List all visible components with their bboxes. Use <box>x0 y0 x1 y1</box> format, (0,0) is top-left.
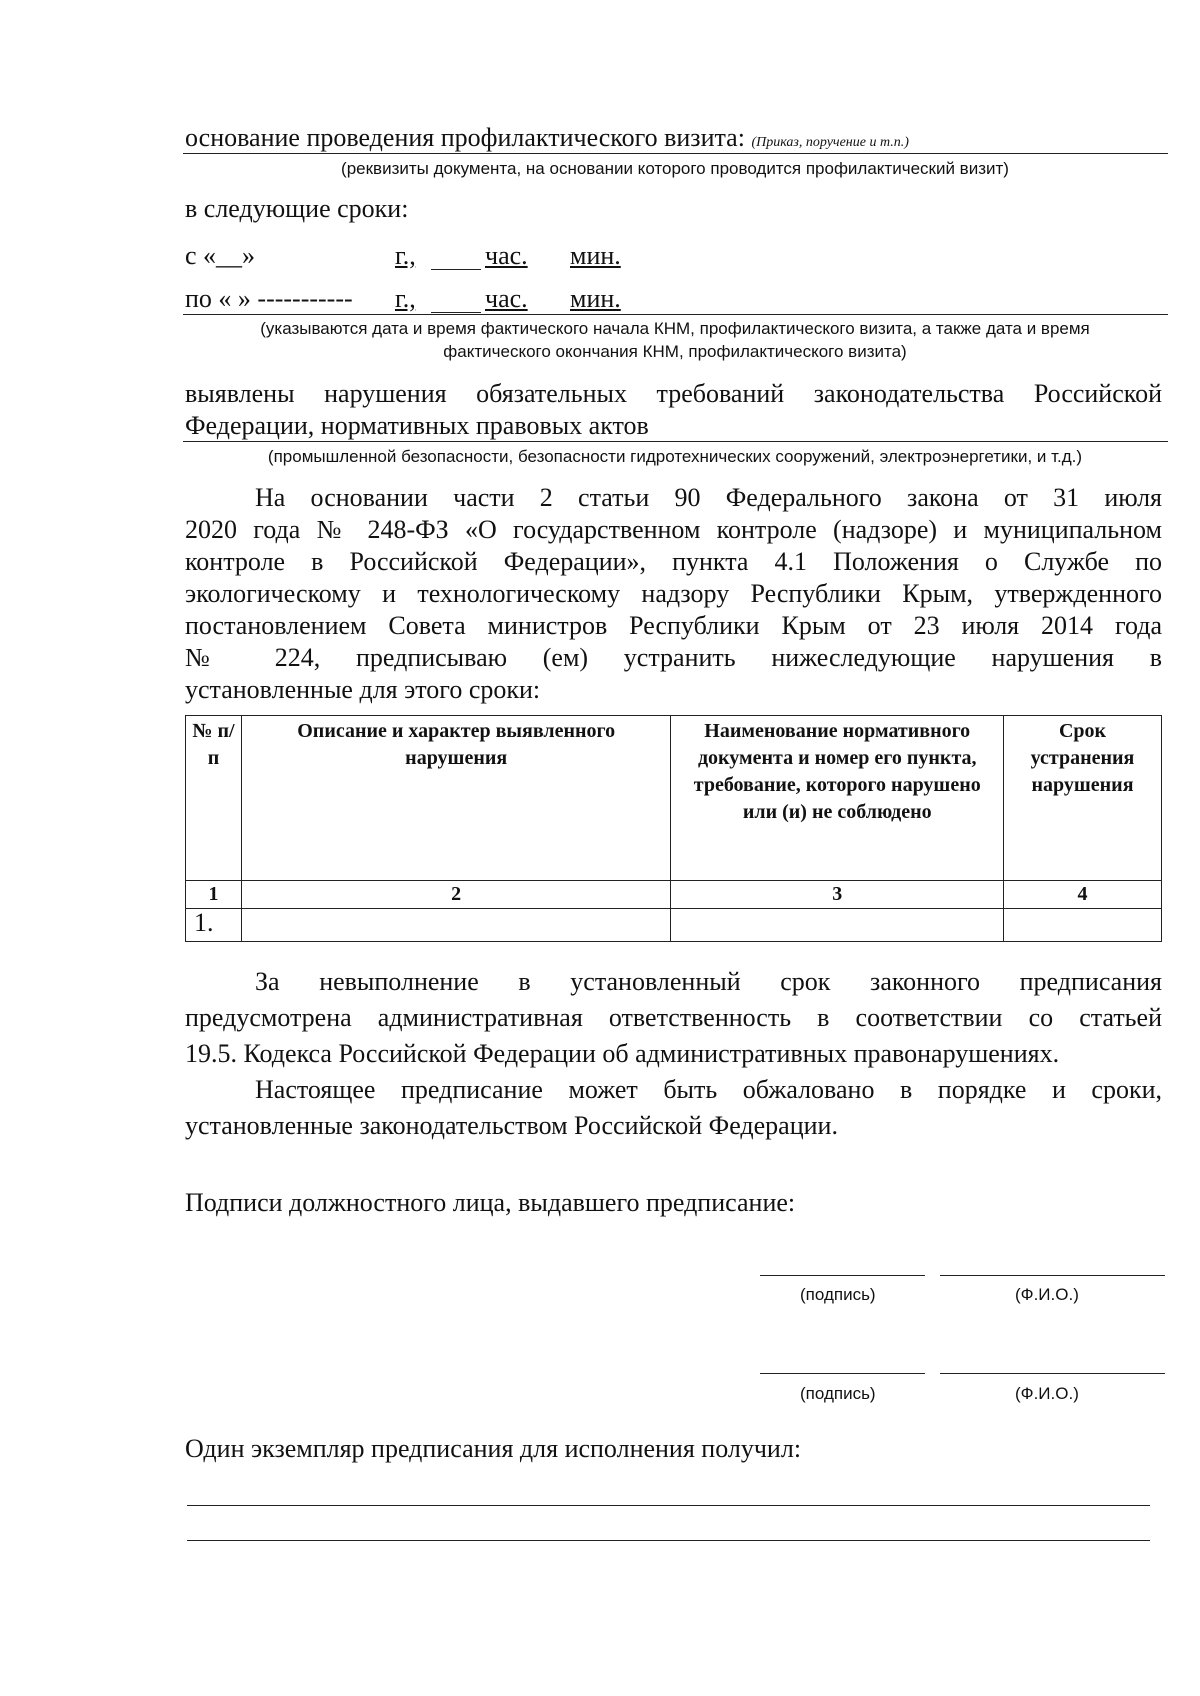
name-caption-2: (Ф.И.О.) <box>1015 1384 1079 1403</box>
row-number: 1. <box>186 909 242 942</box>
terms-from-row <box>185 240 885 272</box>
received-line-2 <box>187 1540 1150 1541</box>
basis-hint: (Приказ, поручение и т.п.) <box>751 135 909 150</box>
terms-caption-2: фактического окончания КНМ, профилактического визита) <box>443 342 907 361</box>
violations-caption: (промышленной безопасности, безопасности гидротехнических сооружений, электроэнергетики, и т.д.) <box>267 447 1083 466</box>
row-normative-doc <box>671 909 1004 942</box>
legal-line-6: № 224, предписываю (ем) устранить нижеследующие нарушения в <box>185 643 1162 672</box>
terms-underline <box>183 314 1168 315</box>
terms-caption-1: (указываются дата и время фактического начала КНМ, профилактического визита, а также дата и время <box>260 319 1090 338</box>
legal-line-7: установленные для этого сроки: <box>185 675 541 704</box>
name-line-2 <box>940 1373 1165 1374</box>
numbering-cell: 2 <box>241 881 670 909</box>
received-line-1 <box>187 1505 1150 1506</box>
numbering-cell: 4 <box>1004 881 1162 909</box>
terms-from-label: с «__» <box>185 241 256 270</box>
violations-line-1: выявлены нарушения обязательных требований законодательства Российской <box>185 379 1162 408</box>
row-deadline <box>1004 909 1162 942</box>
name-line-1 <box>940 1275 1165 1276</box>
signatures-title: Подписи должностного лица, выдавшего предписание: <box>185 1188 796 1217</box>
violations-table <box>185 715 1162 942</box>
signature-line-2 <box>760 1373 925 1374</box>
basis-label: основание проведения профилактического визита: <box>185 123 745 152</box>
numbering-cell: 3 <box>671 881 1004 909</box>
table-row <box>186 909 1162 942</box>
legal-line-3: контроле в Российской Федерации», пункта 4.1 Положения о Службе по <box>185 547 1162 576</box>
terms-to-hour: час. <box>485 284 528 313</box>
terms-to-year: г., <box>395 284 416 313</box>
appeal-line-2: установленные законодательством Российской Федерации. <box>185 1111 838 1140</box>
liability-line-2: предусмотрена административная ответственность в соответствии со статьей <box>185 1003 1162 1032</box>
basis-caption: (реквизиты документа, на основании которого проводится профилактический визит) <box>341 159 1009 178</box>
header-normative-doc: Наименование нормативного документа и номер его пункта, требование, которого нарушено или (и) не соблюдено <box>671 716 1004 881</box>
terms-from-blank <box>431 269 481 270</box>
header-description: Описание и характер выявленного нарушения <box>241 716 670 881</box>
numbering-cell: 1 <box>186 881 242 909</box>
received-title: Один экземпляр предписания для исполнения получил: <box>185 1434 802 1463</box>
terms-intro: в следующие сроки: <box>185 194 409 223</box>
legal-line-2: 2020 года № 248-ФЗ «О государственном контроле (надзоре) и муниципальном <box>185 515 1162 544</box>
header-number: № п/п <box>186 716 242 881</box>
terms-from-hour: час. <box>485 241 528 270</box>
legal-line-4: экологическому и технологическому надзору Республики Крым, утвержденного <box>185 579 1162 608</box>
terms-to-blank <box>431 312 481 313</box>
terms-to-min: мин. <box>570 284 621 313</box>
liability-line-3: 19.5. Кодекса Российской Федерации об административных правонарушениях. <box>185 1039 1060 1068</box>
violations-underline <box>183 441 1168 442</box>
liability-line-1: За невыполнение в установленный срок законного предписания <box>255 967 1162 996</box>
table-header-row <box>186 716 1162 881</box>
appeal-line-1: Настоящее предписание может быть обжаловано в порядке и сроки, <box>255 1075 1162 1104</box>
legal-line-1: На основании части 2 статьи 90 Федерального закона от 31 июля <box>255 483 1162 512</box>
legal-line-5: постановлением Совета министров Республики Крым от 23 июля 2014 года <box>185 611 1162 640</box>
terms-to-label: по « » ----------- <box>185 284 353 313</box>
signature-caption-2: (подпись) <box>800 1384 876 1403</box>
header-deadline: Срок устранения нарушения <box>1004 716 1162 881</box>
name-caption-1: (Ф.И.О.) <box>1015 1285 1079 1304</box>
violations-line-2: Федерации, нормативных правовых актов <box>185 411 649 440</box>
terms-to-row <box>185 283 885 315</box>
signature-line-1 <box>760 1275 925 1276</box>
row-description <box>241 909 670 942</box>
signature-caption-1: (подпись) <box>800 1285 876 1304</box>
terms-from-min: мин. <box>570 241 621 270</box>
table-numbering-row <box>186 881 1162 909</box>
terms-from-year: г., <box>395 241 416 270</box>
basis-underline <box>183 153 1168 154</box>
